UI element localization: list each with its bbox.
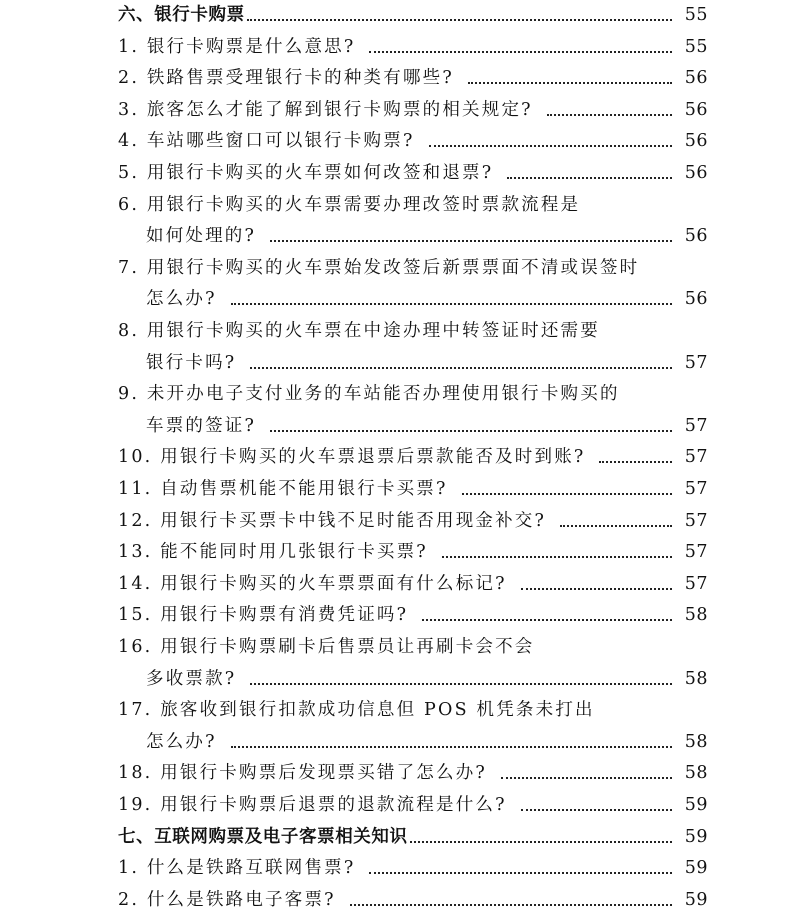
toc-entry xyxy=(118,316,678,346)
dot-leader xyxy=(250,683,672,685)
toc-page-number: 56 xyxy=(684,289,708,310)
toc-entry xyxy=(118,695,678,725)
dot-leader xyxy=(462,493,672,495)
toc-page-number: 57 xyxy=(684,415,708,436)
toc-entry-text: 怎么办? xyxy=(146,731,217,752)
dot-leader xyxy=(369,51,672,53)
dot-leader xyxy=(250,367,672,369)
toc-entry-continuation xyxy=(146,411,708,441)
dot-leader xyxy=(422,619,672,621)
toc-page-number: 59 xyxy=(684,795,708,815)
toc-page-number: 56 xyxy=(684,226,708,247)
toc-entry xyxy=(118,885,708,915)
toc-entry xyxy=(118,506,708,536)
dot-leader xyxy=(231,746,672,748)
toc-entry-text: 18. 用银行卡购票后发现票买错了怎么办? xyxy=(118,763,487,784)
toc-entry-text: 9. 未开办电子支付业务的车站能否办理使用银行卡购买的 xyxy=(118,384,620,405)
toc-page-number: 59 xyxy=(684,826,708,847)
toc-entry-text: 6. 用银行卡购买的火车票需要办理改签时票款流程是 xyxy=(118,194,581,215)
toc-entry xyxy=(118,600,708,630)
toc-page-number: 59 xyxy=(684,858,708,879)
toc-entry xyxy=(118,474,708,504)
toc-entry-continuation xyxy=(146,664,708,694)
dot-leader xyxy=(507,177,672,179)
toc-page-number: 57 xyxy=(684,479,708,499)
dot-leader xyxy=(521,809,672,811)
toc-entry-text: 16. 用银行卡购票刷卡后售票员让再刷卡会不会 xyxy=(118,637,535,657)
dot-leader xyxy=(369,872,672,874)
toc-entry-text: 5. 用银行卡购买的火车票如何改签和退票? xyxy=(118,163,494,183)
toc-entry xyxy=(118,790,708,820)
toc-page-number: 58 xyxy=(684,605,708,626)
dot-leader xyxy=(231,303,672,305)
toc-entry-text: 七、互联网购票及电子客票相关知识 xyxy=(118,826,408,847)
toc-entry-text: 多收票款? xyxy=(146,668,237,689)
toc-page-number: 55 xyxy=(684,5,708,25)
toc-entry-text: 车票的签证? xyxy=(146,415,257,436)
toc-entry-text: 8. 用银行卡购买的火车票在中途办理中转签证时还需要 xyxy=(118,321,600,341)
toc-entry-text: 11. 自动售票机能不能用银行卡买票? xyxy=(118,479,448,499)
toc-entry-continuation xyxy=(146,727,708,757)
dot-leader xyxy=(521,588,672,590)
toc-page-number: 57 xyxy=(684,573,708,594)
dot-leader xyxy=(270,430,672,432)
toc-page-number: 57 xyxy=(684,352,708,373)
toc-entry xyxy=(118,95,708,125)
toc-entry-text: 2. 什么是铁路电子客票? xyxy=(118,889,336,910)
toc-page-number: 56 xyxy=(684,99,708,120)
toc-entry-text: 7. 用银行卡购买的火车票始发改签后新票票面不清或误签时 xyxy=(118,257,640,278)
toc-entry xyxy=(118,253,678,283)
toc-entry xyxy=(118,32,708,62)
toc-entry-text: 如何处理的? xyxy=(146,226,257,247)
toc-page-number: 57 xyxy=(684,447,708,468)
toc-entry xyxy=(118,190,678,220)
toc-entry xyxy=(118,158,708,188)
toc-entry-text: 2. 铁路售票受理银行卡的种类有哪些? xyxy=(118,68,454,89)
dot-leader xyxy=(468,82,672,84)
toc-entry xyxy=(118,126,708,156)
toc-section-heading xyxy=(118,822,708,852)
toc-page-number: 58 xyxy=(684,731,708,752)
dot-leader xyxy=(547,114,672,116)
toc-entry-text: 3. 旅客怎么才能了解到银行卡购票的相关规定? xyxy=(118,99,533,120)
toc-entry-text: 银行卡吗? xyxy=(146,352,237,373)
toc-page-number: 57 xyxy=(684,542,708,563)
toc-entry-text: 14. 用银行卡购买的火车票票面有什么标记? xyxy=(118,573,507,594)
toc-entry xyxy=(118,758,708,788)
toc-entry-text: 13. 能不能同时用几张银行卡买票? xyxy=(118,542,428,563)
toc-entry-text: 17. 旅客收到银行扣款成功信息但 POS 机凭条未打出 xyxy=(118,700,595,721)
toc-entry xyxy=(118,63,708,93)
toc-page-number: 59 xyxy=(684,889,708,910)
dot-leader xyxy=(442,556,672,558)
toc-entry-text: 1. 什么是铁路互联网售票? xyxy=(118,858,356,879)
toc-page-number: 56 xyxy=(684,68,708,89)
toc-section-heading xyxy=(118,0,708,30)
toc-entry-text: 12. 用银行卡买票卡中钱不足时能否用现金补交? xyxy=(118,510,547,531)
toc-entry xyxy=(118,853,708,883)
toc-entry-text: 怎么办? xyxy=(146,289,217,310)
toc-entry xyxy=(118,379,678,409)
toc-entry-text: 六、银行卡购票 xyxy=(118,5,245,25)
dot-leader xyxy=(350,904,672,906)
toc-entry xyxy=(118,442,708,472)
toc-page-number: 58 xyxy=(684,763,708,784)
toc-entry xyxy=(118,632,678,662)
toc-entry-text: 1. 银行卡购票是什么意思? xyxy=(118,36,356,57)
dot-leader xyxy=(501,777,672,779)
dot-leader xyxy=(247,19,672,21)
toc-entry xyxy=(118,569,708,599)
toc-entry-continuation xyxy=(146,221,708,251)
toc-page-number: 55 xyxy=(684,36,708,57)
toc-page-number: 58 xyxy=(684,668,708,689)
toc-page-number: 57 xyxy=(684,510,708,531)
toc-entry-text: 19. 用银行卡购票后退票的退款流程是什么? xyxy=(118,795,507,815)
toc-entry-text: 15. 用银行卡购票有消费凭证吗? xyxy=(118,605,409,626)
toc-page-number: 56 xyxy=(684,163,708,183)
toc-page-number: 56 xyxy=(684,131,708,152)
toc-entry-text: 4. 车站哪些窗口可以银行卡购票? xyxy=(118,131,415,152)
dot-leader xyxy=(410,841,672,843)
dot-leader xyxy=(560,525,672,527)
dot-leader xyxy=(429,145,672,147)
dot-leader xyxy=(599,461,672,463)
toc-entry xyxy=(118,537,708,567)
toc-entry-continuation xyxy=(146,284,708,314)
toc-entry-text: 10. 用银行卡购买的火车票退票后票款能否及时到账? xyxy=(118,447,586,468)
toc-entry-continuation xyxy=(146,348,708,378)
dot-leader xyxy=(270,240,672,242)
